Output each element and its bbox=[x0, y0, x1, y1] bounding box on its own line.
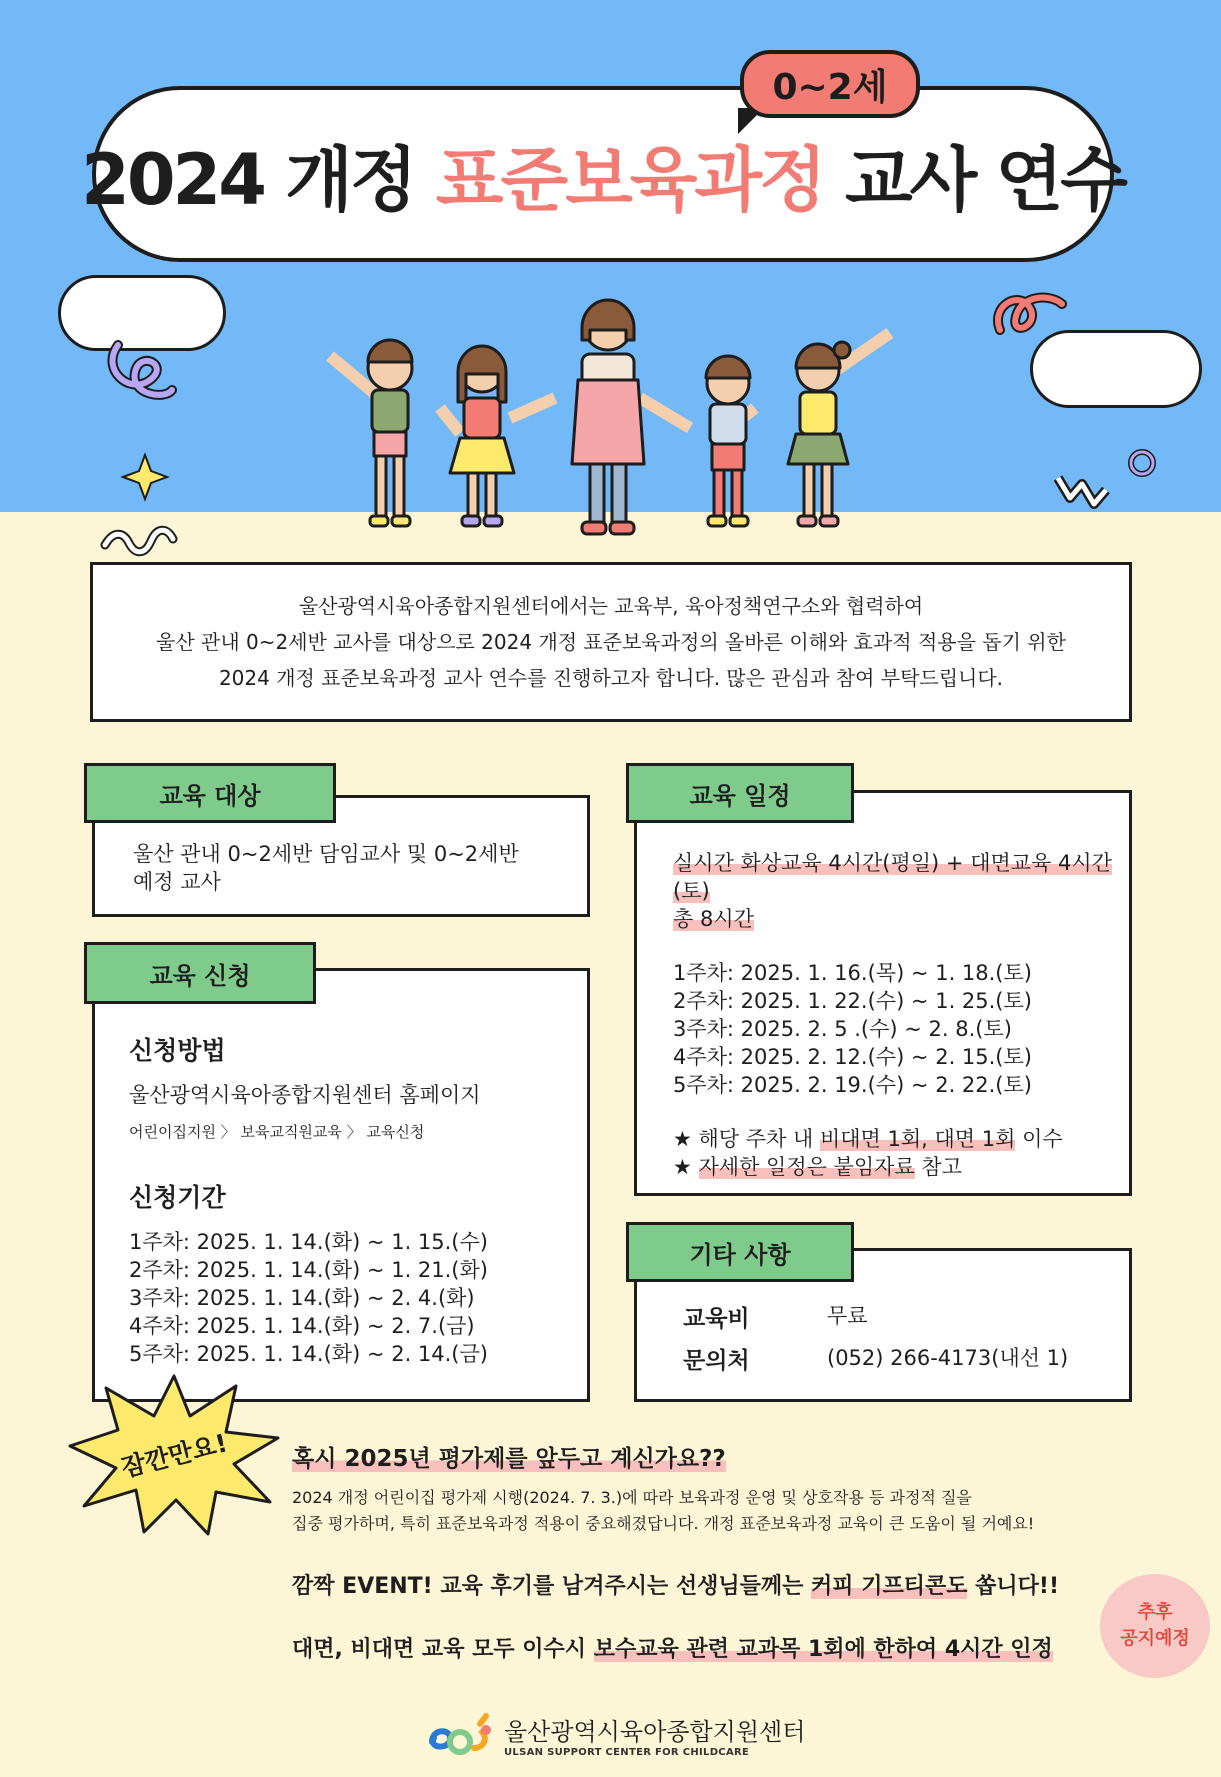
note1-prefix: 해당 주차 내 bbox=[698, 1127, 814, 1151]
teacher-children-illustration bbox=[310, 288, 910, 544]
contact-label: 문의처 bbox=[683, 1347, 750, 1374]
schedule-week-line: 4주차: 2025. 2. 12.(수) ~ 2. 15.(토) bbox=[673, 1045, 1032, 1069]
center-logo-icon bbox=[424, 1712, 494, 1758]
apply-period-line: 1주차: 2025. 1. 14.(화) ~ 1. 15.(수) bbox=[129, 1230, 488, 1254]
title-part2: 교사 연수 bbox=[845, 138, 1125, 221]
apply-tag: 교육 신청 bbox=[84, 942, 316, 1004]
event-prefix: 깜짝 EVENT! 교육 후기를 남겨주시는 선생님들께는 bbox=[292, 1574, 804, 1599]
notice-burst-text: 잠깐만요! bbox=[118, 1428, 231, 1483]
note2-suffix: 참고 bbox=[921, 1155, 962, 1179]
apply-period-label: 신청기간 bbox=[129, 1183, 226, 1212]
contact-value: (052) 266-4173(내선 1) bbox=[827, 1346, 1069, 1370]
bonus-highlight: 보수교육 관련 교과목 1회에 한하여 4시간 인정 bbox=[593, 1637, 1053, 1662]
intro-line: 2024 개정 표준보육과정 교사 연수를 진행하고자 합니다. 많은 관심과 참여 부탁드립니다. bbox=[218, 666, 1004, 690]
note2-highlight: 자세한 일정은 붙임자료 bbox=[698, 1155, 915, 1179]
notice-body: 2024 개정 어린이집 평가제 시행(2024. 7. 3.)에 따라 보육과정 운영 및 상호작용 등 과정적 질을 bbox=[292, 1488, 972, 1507]
intro-line: 울산 관내 0~2세반 교사를 대상으로 2024 개정 표준보육과정의 올바른 이해와 효과적 적용을 돕기 위한 bbox=[156, 630, 1066, 654]
title-highlight: 표준보육과정 bbox=[435, 138, 824, 221]
later-notice-badge bbox=[1100, 1574, 1210, 1678]
footer-logo bbox=[424, 1712, 805, 1758]
star-icon: ★ bbox=[673, 1127, 692, 1151]
apply-period-line: 2주차: 2025. 1. 14.(화) ~ 1. 21.(화) bbox=[129, 1258, 488, 1282]
bonus-prefix: 대면, 비대면 교육 모두 이수시 bbox=[292, 1637, 587, 1662]
intro-box bbox=[90, 562, 1132, 722]
apply-period-line: 3주차: 2025. 1. 14.(화) ~ 2. 4.(화) bbox=[129, 1286, 475, 1310]
page-title bbox=[81, 124, 1125, 225]
schedule-total: 총 8시간 bbox=[673, 907, 754, 931]
note1-suffix: 이수 bbox=[1022, 1127, 1063, 1151]
schedule-note-1 bbox=[673, 1125, 1129, 1153]
apply-period-line: 5주차: 2025. 1. 14.(화) ~ 2. 14.(금) bbox=[129, 1342, 488, 1366]
schedule-week-line: 1주차: 2025. 1. 16.(목) ~ 1. 18.(토) bbox=[673, 961, 1032, 985]
apply-method-label: 신청방법 bbox=[129, 1036, 226, 1065]
later-line: 추후 bbox=[1137, 1602, 1173, 1623]
later-line: 공지예정 bbox=[1120, 1628, 1190, 1649]
notice-headline: 혹시 2025년 평가제를 앞두고 계신가요?? bbox=[292, 1446, 726, 1472]
fee-value: 무료 bbox=[827, 1304, 868, 1328]
footer-org-en: ULSAN SUPPORT CENTER FOR CHILDCARE bbox=[504, 1747, 750, 1758]
age-badge: 0~2세 bbox=[740, 50, 920, 118]
event-highlight: 커피 기프티콘도 bbox=[811, 1574, 968, 1599]
schedule-tag: 교육 일정 bbox=[626, 763, 854, 823]
target-tag: 교육 대상 bbox=[84, 763, 336, 823]
title-banner bbox=[81, 86, 1125, 262]
schedule-week-line: 5주차: 2025. 2. 19.(수) ~ 2. 22.(토) bbox=[673, 1073, 1032, 1097]
event-suffix: 쏩니다!! bbox=[975, 1574, 1059, 1599]
apply-method-path: 어린이집지원 〉 보육교직원교육 〉 교육신청 bbox=[129, 1123, 425, 1141]
schedule-summary: 실시간 화상교육 4시간(평일) + 대면교육 4시간(토) bbox=[673, 851, 1112, 903]
fee-label: 교육비 bbox=[683, 1305, 750, 1332]
notice-section bbox=[292, 1440, 1132, 1663]
apply-period-line: 4주차: 2025. 1. 14.(화) ~ 2. 7.(금) bbox=[129, 1314, 475, 1338]
etc-tag: 기타 사항 bbox=[626, 1222, 854, 1282]
notice-body: 집중 평가하며, 특히 표준보육과정 적용이 중요해졌답니다. 개정 표준보육과정 교육이 큰 도움이 될 거예요! bbox=[292, 1514, 1035, 1533]
note1-highlight: 비대면 1회, 대면 1회 bbox=[819, 1127, 1016, 1151]
star-icon: ★ bbox=[673, 1155, 692, 1179]
schedule-note-2 bbox=[673, 1153, 1129, 1181]
schedule-week-line: 3주차: 2025. 2. 5 .(수) ~ 2. 8.(토) bbox=[673, 1017, 1012, 1041]
apply-method-site: 울산광역시육아종합지원센터 홈페이지 bbox=[129, 1083, 481, 1107]
intro-line: 울산광역시육아종합지원센터에서는 교육부, 육아정책연구소와 협력하여 bbox=[298, 594, 924, 618]
footer-org-name: 울산광역시육아종합지원센터 bbox=[504, 1718, 806, 1746]
schedule-box bbox=[634, 790, 1132, 1196]
apply-box bbox=[92, 968, 590, 1402]
event-line bbox=[292, 1569, 1132, 1600]
target-line: 예정 교사 bbox=[133, 870, 221, 894]
bonus-line bbox=[292, 1632, 1132, 1663]
title-part1: 2024 개정 bbox=[81, 138, 415, 221]
schedule-week-line: 2주차: 2025. 1. 22.(수) ~ 1. 25.(토) bbox=[673, 989, 1032, 1013]
target-line: 울산 관내 0~2세반 담임교사 및 0~2세반 bbox=[133, 842, 519, 866]
